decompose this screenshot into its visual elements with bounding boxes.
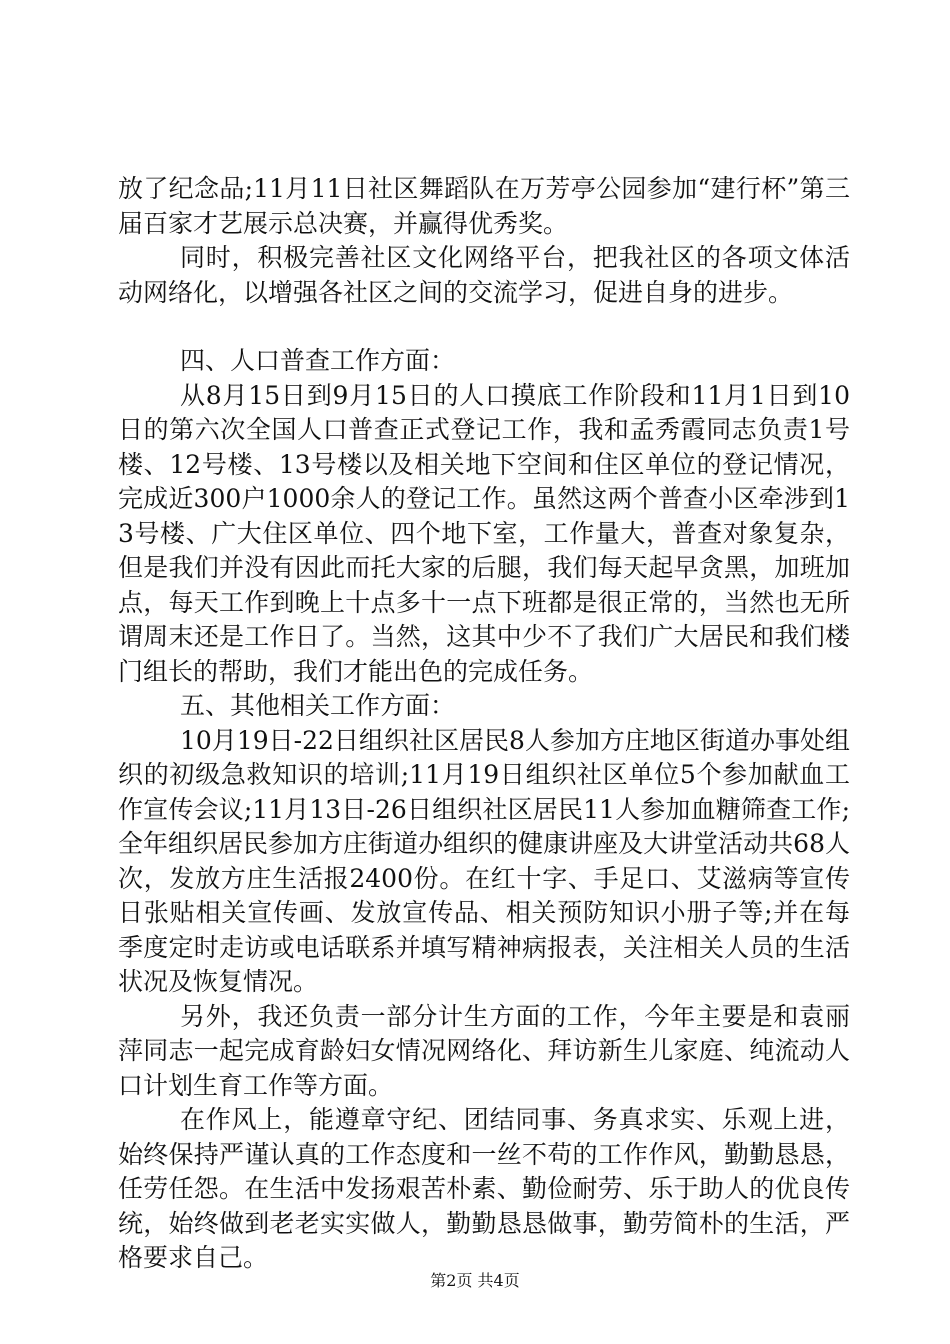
paragraph-family-planning: 另外，我还负责一部分计生方面的工作，今年主要是和袁丽萍同志一起完成育龄妇女情况网络化、拜访新生儿家庭、纯流动人口计划生育工作等方面。 [118,1001,850,1100]
paragraph-other-work: 10月19日-22日组织社区居民8人参加方庄地区街道办事处组织的初级急救知识的培训;11月19日组织社区单位5个参加献血工作宣传会议;11月13日-26日组织社区居民11人参加血糖筛查工作;全年组织居民参加方庄街道办组织的健康讲座及大讲堂活动共68人次，发放方庄生活报2400份。在红十字、手足口、艾滋病等宣传日张贴相关宣传画、发放宣传品、相关预防知识小册子等;并在每季度定时走访或电话联系并填写精神病报表，关注相关人员的生活状况及恢复情况。 [118,725,850,996]
section-heading-other-work: 五、其他相关工作方面： [180,691,456,720]
paragraph-continuation: 放了纪念品;11月11日社区舞蹈队在万芳亭公园参加“建行杯”第三届百家才艺展示总决赛，并赢得优秀奖。 [118,174,850,238]
page-footer: 第2页 共4页 [430,1271,520,1290]
document-body [118,172,850,1276]
paragraph-gap [118,310,850,344]
paragraph-work-style: 在作风上，能遵章守纪、团结同事、务真求实、乐观上进，始终保持严谨认真的工作态度和一丝不苟的工作作风，勤勤恳恳，任劳任怨。在生活中发扬艰苦朴素、勤俭耐劳、乐于助人的优良传统，始终做到老老实实做人，勤勤恳恳做事，勤劳简朴的生活，严格要求自己。 [118,1105,850,1272]
section-heading-census: 四、人口普查工作方面： [180,346,456,375]
paragraph-culture-network: 同时，积极完善社区文化网络平台，把我社区的各项文体活动网络化，以增强各社区之间的交流学习，促进自身的进步。 [118,243,850,307]
paragraph-census-work: 从8月15日到9月15日的人口摸底工作阶段和11月1日到10日的第六次全国人口普查正式登记工作，我和孟秀霞同志负责1号楼、12号楼、13号楼以及相关地下空间和住区单位的登记情况，完成近300户1000余人的登记工作。虽然这两个普查小区牵涉到13号楼、广大住区单位、四个地下室，工作量大，普查对象复杂，但是我们并没有因此而托大家的后腿，我们每天起早贪黑，加班加点，每天工作到晚上十点多十一点下班都是很正常的，当然也无所谓周末还是工作日了。当然，这其中少不了我们广大居民和我们楼门组长的帮助，我们才能出色的完成任务。 [118,380,850,686]
